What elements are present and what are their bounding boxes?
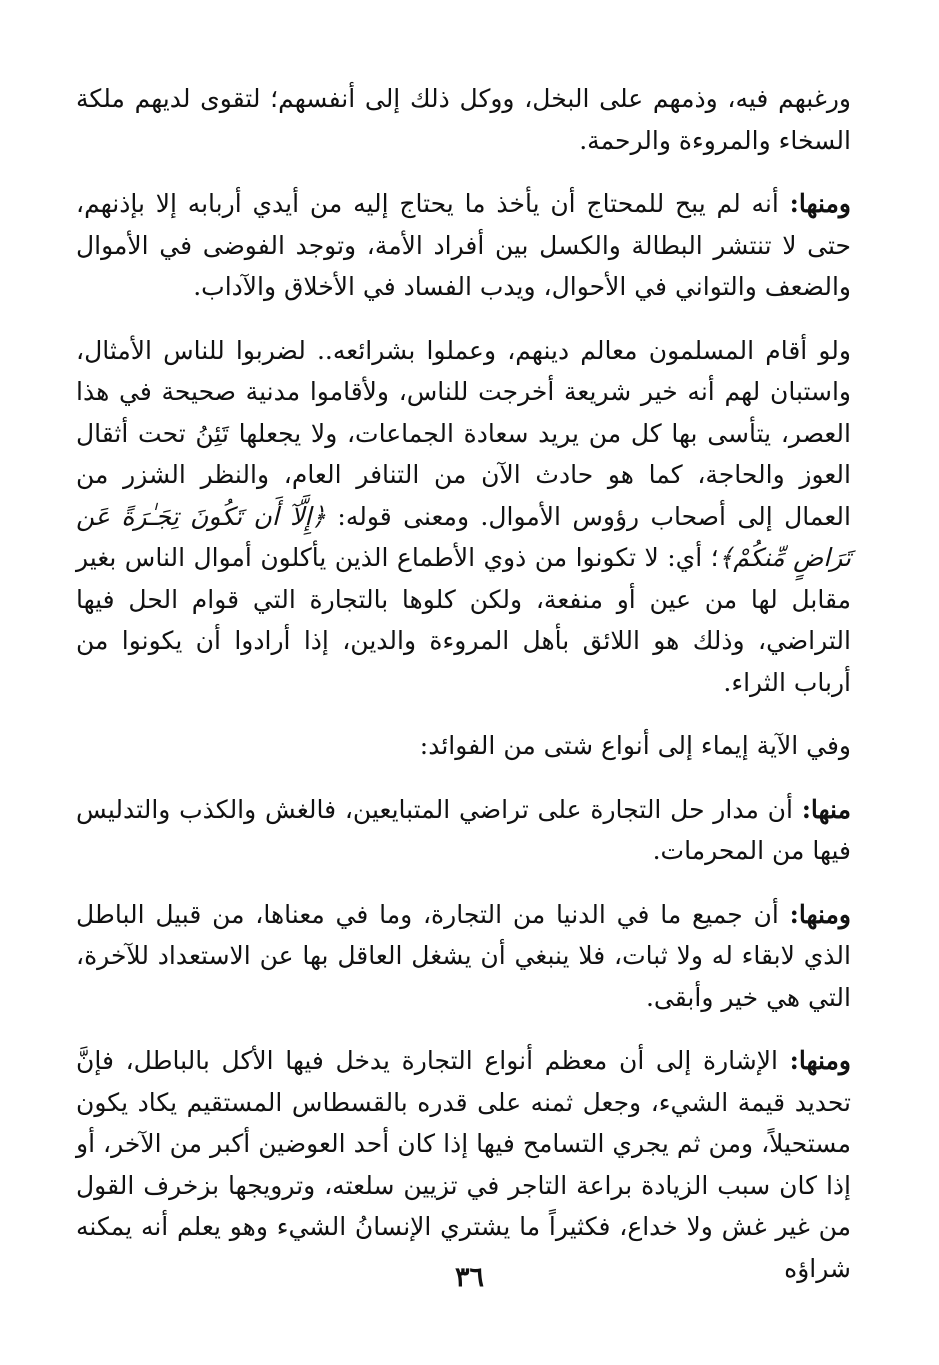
paragraph-3	[76, 330, 851, 704]
paragraph-5	[76, 789, 851, 872]
paragraph-text: الإشارة إلى أن معظم أنواع التجارة يدخل فيها الأكل بالباطل، فإنَّ تحديد قيمة الشيء، وجعل ثمنه على قدره بالقسطاس المستقيم يكاد يكون مستحيلاً، ومن ثم يجري التسامح فيها إذا كان أحد العوضين أكبر من الآخر، أو إذا كان سبب الزيادة براعة التاجر في تزيين سلعته، وترويجها بزخرف القول من غير غش ولا خداع، فكثيراً ما يشتري الإنسانُ الشيء وهو يعلم أنه يمكنه شراؤه	[76, 1046, 851, 1283]
paragraph-text: وفي الآية إيماء إلى أنواع شتى من الفوائد:	[419, 731, 851, 760]
paragraph-text-continued: ؛ أي: لا تكونوا من ذوي الأطماع الذين يأكلون أموال الناس بغير مقابل لها من عين أو منفعة، ولكن كلوها بالتجارة التي قوام الحل فيها التراضي، وذلك هو اللائق بأهل المروءة والدين، إذا أرادوا أن يكونوا من أرباب الثراء.	[76, 543, 851, 697]
quran-verse: ﴿إِلَّآ أَن تَكُونَ تِجَـٰرَةً عَن تَرَاضٍ مِّنكُمْ﴾	[76, 501, 851, 572]
paragraph-6	[76, 894, 851, 1019]
paragraph-lead: ومنها:	[789, 1046, 851, 1075]
paragraph-4	[76, 725, 851, 767]
paragraph-2	[76, 183, 851, 308]
paragraph-7	[76, 1040, 851, 1289]
paragraph-text: ولو أقام المسلمون معالم دينهم، وعملوا بشرائعه.. لضربوا للناس الأمثال، واستبان لهم أنه خير شريعة أخرجت للناس، ولأقاموا مدنية صحيحة في هذا العصر، يتأسى بها كل من يريد سعادة الجماعات، ولا يجعلها تَئِنُ تحت أثقال العوز والحاجة، كما هو حادث الآن من التنافر العام، والنظر الشزر من العمال إلى أصحاب رؤوس الأموال. ومعنى قوله:	[76, 335, 851, 531]
body-text	[76, 78, 851, 1289]
paragraph-text: ورغبهم فيه، وذمهم على البخل، ووكل ذلك إلى أنفسهم؛ لتقوى لديهم ملكة السخاء والمروءة والرحمة.	[76, 84, 851, 155]
paragraph-lead: منها:	[801, 794, 851, 824]
page-number: ٣٦	[454, 1262, 484, 1293]
paragraph-text: أن مدار حل التجارة على تراضي المتبايعين، فالغش والكذب والتدليس فيها من المحرمات.	[76, 794, 851, 865]
paragraph-1	[76, 78, 851, 161]
paragraph-lead: ومنها:	[789, 899, 851, 929]
paragraph-text: أن جميع ما في الدنيا من التجارة، وما في معناها، من قبيل الباطل الذي لابقاء له ولا ثبات، فلا ينبغي أن يشغل العاقل بها عن الاستعداد للآخرة، التي هي خير وأبقى.	[76, 899, 851, 1012]
paragraph-text: أنه لم يبح للمحتاج أن يأخذ ما يحتاج إليه من أيدي أربابه إلا بإذنهم، حتى لا تنتشر البطالة والكسل بين أفراد الأمة، وتوجد الفوضى في الأموال والضعف والتواني في الأحوال، ويدب الفساد في الأخلاق والآداب.	[76, 189, 851, 301]
paragraph-lead: ومنها:	[789, 189, 851, 218]
